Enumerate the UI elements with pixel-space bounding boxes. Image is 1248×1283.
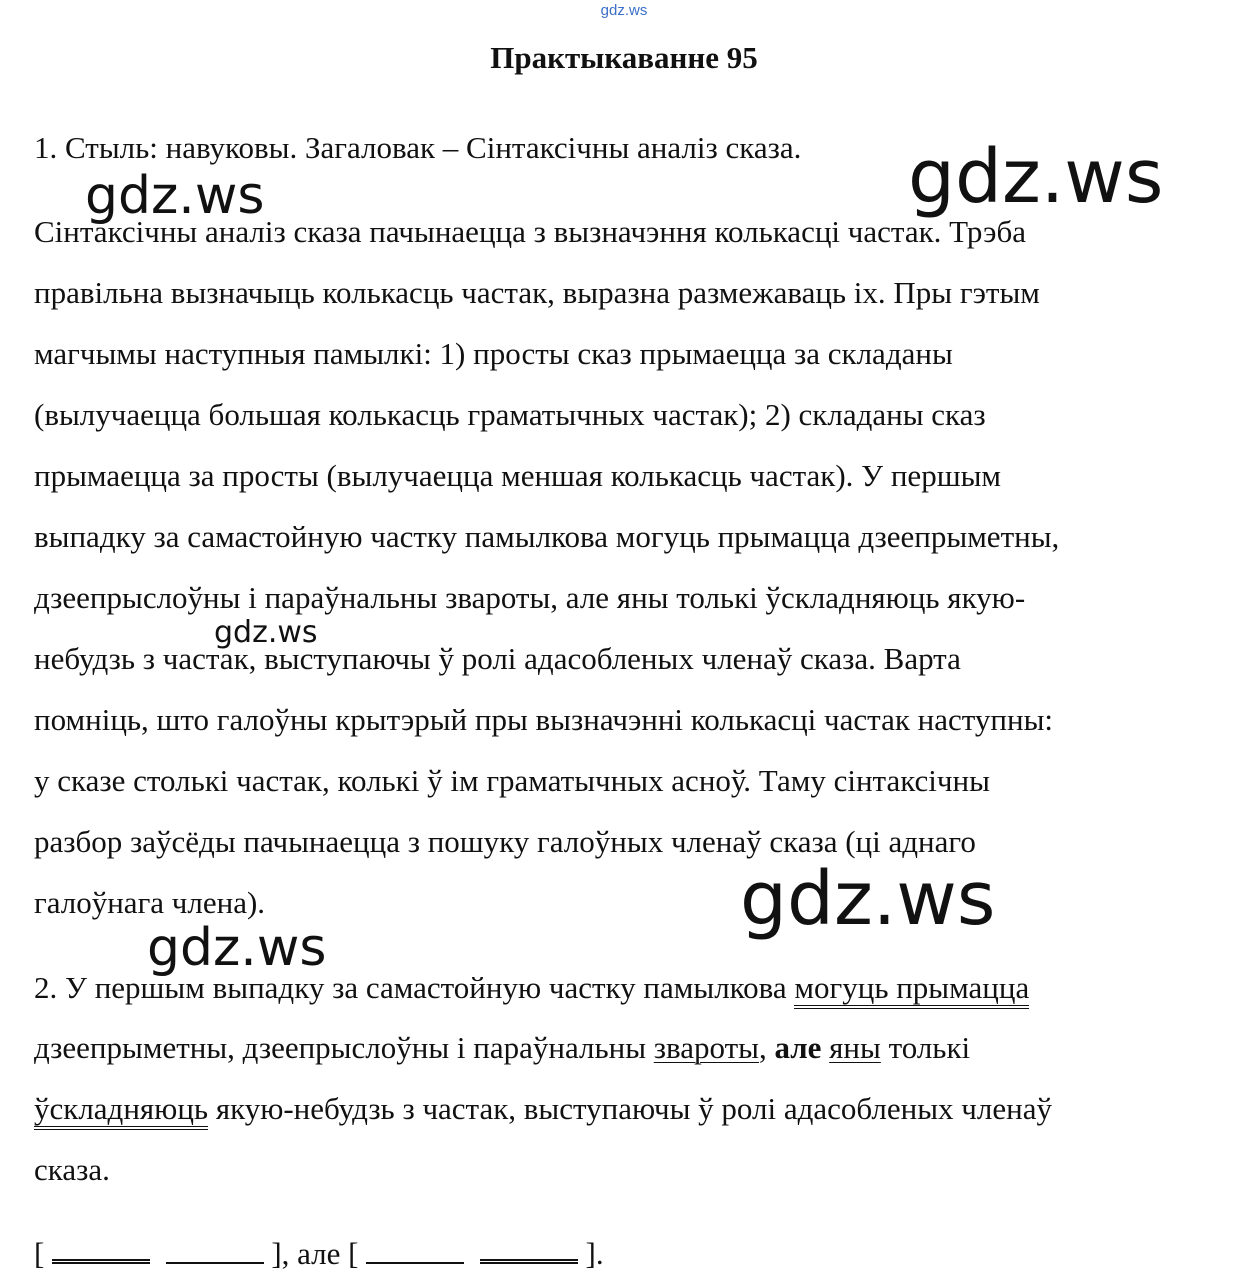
item1-line: небудзь з частак, выступаючы ў ролі адасобленых членаў сказа. Варта — [34, 641, 961, 676]
item1-line: помніць, што галоўны крытэрый пры вызначэнні колькасці частак наступны: — [34, 702, 1054, 737]
subject-1: звароты — [653, 1030, 759, 1065]
predicate-1: могуць прымацца — [794, 970, 1029, 1009]
bracket-open-1: [ — [34, 1236, 53, 1271]
item1-line: галоўнага члена). — [34, 885, 266, 920]
item1-line: прымаецца за просты (вылучаецца меншая колькасць частак). У першым — [34, 458, 1002, 493]
item1-line: правільна вызначыць колькасць частак, выразна размежаваць іх. Пры гэтым — [34, 275, 1040, 310]
item2-text: толькі — [880, 1030, 971, 1065]
page-title: Практыкаванне 95 — [490, 40, 758, 75]
watermark-logo: gdz.ws — [85, 166, 265, 226]
predicate-blank-2 — [480, 1237, 578, 1264]
subject-2: яны — [829, 1030, 881, 1065]
top-watermark: gdz.ws — [600, 2, 648, 19]
comma: , — [758, 1030, 775, 1065]
predicate-2: ўскладняюць — [34, 1091, 208, 1130]
item1-style-line: 1. Стыль: навуковы. Загаловак – Сінтаксічны аналіз сказа. — [34, 130, 802, 165]
bracket-close: ]. — [577, 1236, 604, 1271]
predicate-blank-1 — [52, 1237, 150, 1264]
item1-line: у сказе столькі частак, колькі ў ім граматычных асноў. Таму сінтаксічны — [34, 763, 990, 798]
item2-line-2 — [34, 1030, 970, 1066]
item2-text: 2. У першым выпадку за самастойную частку памылкова — [34, 970, 795, 1005]
conjunction: але — [774, 1030, 822, 1065]
item1-line: дзеепрыслоўны і параўнальны звароты, але яны толькі ўскладняюць якую- — [34, 580, 1026, 615]
item1-line: Сінтаксічны аналіз сказа пачынаецца з вызначэння колькасці частак. Трэба — [34, 214, 1026, 249]
subject-blank-1 — [166, 1238, 264, 1264]
watermark-logo: gdz.ws — [908, 134, 1164, 220]
space — [821, 1030, 829, 1065]
item1-line: выпадку за самастойную частку памылкова могуць прымацца дзеепрыметны, — [34, 519, 1060, 554]
item2-line-3 — [34, 1091, 1052, 1127]
bracket-mid: ], але [ — [263, 1236, 367, 1271]
item2-text: якую-небудзь з частак, выступаючы ў ролі адасобленых членаў — [208, 1091, 1052, 1126]
watermark-logo: gdz.ws — [214, 615, 318, 650]
sentence-scheme — [34, 1236, 604, 1272]
item1-line: (вылучаецца большая колькасць граматычных частак); 2) складаны сказ — [34, 397, 986, 432]
item1-line: магчымы наступныя памылкі: 1) просты сказ прымаецца за складаны — [34, 336, 953, 371]
item2-line-4: сказа. — [34, 1152, 110, 1187]
item1-line: разбор заўсёды пачынаецца з пошуку галоўных членаў сказа (ці аднаго — [34, 824, 976, 859]
subject-blank-2 — [366, 1238, 464, 1264]
watermark-logo: gdz.ws — [147, 918, 327, 978]
watermark-logo: gdz.ws — [740, 856, 996, 942]
item2-text: дзеепрыметны, дзеепрыслоўны і параўнальны — [34, 1030, 654, 1065]
